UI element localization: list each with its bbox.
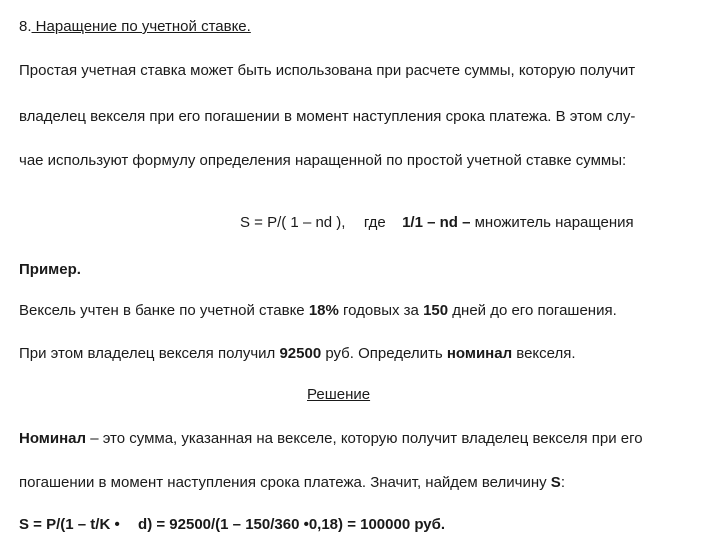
solution-line-1-text: – это сумма, указанная на векселе, которую получит владелец векселя при его — [86, 430, 643, 447]
example-amount: 92500 — [279, 345, 322, 362]
calculation-part-a: S = P/(1 – t/K • — [19, 516, 120, 533]
solution-term: Номинал — [19, 430, 87, 447]
solution-calculation — [19, 517, 445, 532]
solution-var-s: S — [550, 474, 561, 491]
solution-label: Решение — [307, 386, 371, 403]
example-line-2 — [19, 346, 576, 361]
example-line-1-text-c: дней до его погашения. — [448, 302, 617, 319]
example-line-2-text-b: руб. Определить — [321, 345, 447, 362]
solution-line-1 — [19, 431, 643, 446]
solution-line-2 — [19, 475, 565, 490]
intro-line-2: владелец векселя при его погашении в момент наступления срока платежа. В этом слу- — [19, 108, 636, 125]
example-line-1-text-a: Вексель учтен в банке по учетной ставке — [19, 302, 309, 319]
section-number: 8. — [19, 18, 32, 35]
formula-multiplier: 1/1 – nd – — [402, 214, 471, 231]
solution-line-2-text: погашении в момент наступления срока платежа. Значит, найдем величину — [19, 474, 551, 491]
section-title: Наращение по учетной ставке. — [31, 18, 251, 35]
intro-line-1: Простая учетная ставка может быть использована при расчете суммы, которую получит — [19, 62, 636, 79]
formula-multiplier-desc: множитель наращения — [470, 214, 634, 231]
example-line-2-text-a: При этом владелец векселя получил — [19, 345, 280, 362]
formula-line — [240, 215, 634, 230]
example-label: Пример. — [19, 261, 81, 278]
intro-line-3: чае используют формулу определения наращенной по простой учетной ставке суммы: — [19, 152, 627, 169]
example-line-1 — [19, 303, 617, 318]
example-days: 150 — [423, 302, 449, 319]
example-nominal: номинал — [446, 345, 513, 362]
formula-where: где — [363, 214, 386, 231]
formula-expression: S = P/( 1 – nd ), — [240, 214, 346, 231]
example-rate: 18% — [308, 302, 339, 319]
section-heading — [19, 19, 251, 34]
example-line-1-text-b: годовых за — [338, 302, 424, 319]
calculation-part-b: d) = 92500/(1 – 150/360 •0,18) = 100000 руб. — [138, 516, 446, 533]
example-line-2-text-c: векселя. — [512, 345, 576, 362]
solution-line-2-colon: : — [560, 474, 565, 491]
